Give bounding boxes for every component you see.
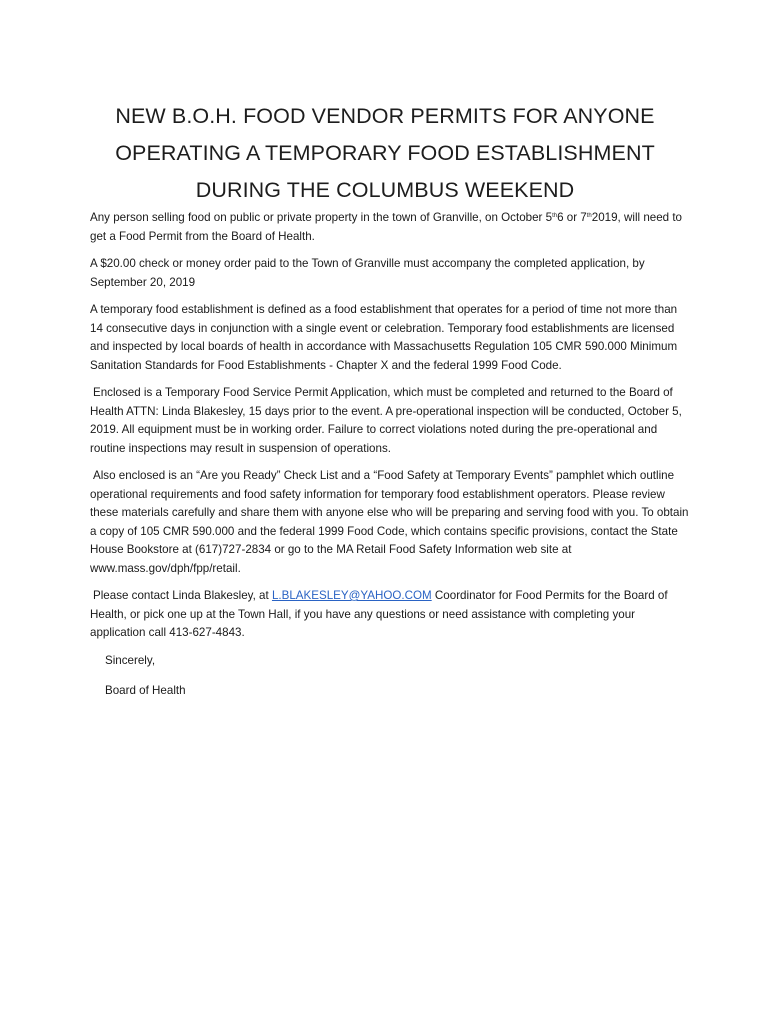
paragraph-1-text-c: 2019, will need to get a Food Permit from the Board of Health. xyxy=(90,211,683,243)
title-line-2: OPERATING A TEMPORARY FOOD ESTABLISHMENT xyxy=(115,141,655,165)
signature: Board of Health xyxy=(105,684,186,697)
ordinal-suffix: th xyxy=(552,213,558,219)
email-link[interactable]: L.BLAKESLEY@YAHOO.COM xyxy=(271,589,432,602)
paragraph-enclosures: Also enclosed is an “Are you Ready” Check List and a “Food Safety at Temporary Events” pamphlet which outline operational requirements and food safety information for temporary food establishment operators. Please review these materials carefully and share them with anyone else who will be preparing and serving food with you. To obtain a copy of 105 CMR 590.000 and the federal 1999 Food Code, which contains specific provisions, contact the State House Bookstore at (617)727-2834 or go to the MA Retail Food Safety Information web site at www.mass.gov/dph/fpp/retail. xyxy=(90,469,689,575)
title-line-1: NEW B.O.H. FOOD VENDOR PERMITS FOR ANYONE xyxy=(115,104,655,128)
salutation: Sincerely, xyxy=(105,653,156,667)
ordinal-suffix: th xyxy=(586,213,592,219)
paragraph-contact xyxy=(90,587,690,643)
contact-text-before: Please contact Linda Blakesley, at xyxy=(93,589,272,602)
paragraph-definition: A temporary food establishment is defined as a food establishment that operates for a period of time not more than 14 consecutive days in conjunction with a single event or celebration. Temporary food establishments are licensed and inspected by local boards of health in accordance with Massachusetts Regulation 105 CMR 590.000 Minimum Sanitation Standards for Food Establishments - Chapter X and the federal 1999 Food Code. xyxy=(90,303,678,372)
paragraph-application: Enclosed is a Temporary Food Service Permit Application, which must be completed and returned to the Board of Health ATTN: Linda Blakesley, 15 days prior to the event. A pre-operational inspection will be conducted, October 5, 2019. All equipment must be in working order. Failure to correct violations noted during the pre-operational and routine inspections may result in suspension of operations. xyxy=(90,386,682,455)
paragraph-1-text-a: Any person selling food on public or private property in the town of Granville, on October 5 xyxy=(90,211,553,224)
paragraph-permit-requirement xyxy=(90,207,690,246)
paragraph-fee: A $20.00 check or money order paid to the Town of Granville must accompany the completed application, by September 20, 2019 xyxy=(90,257,645,289)
document-body xyxy=(90,207,690,709)
contact-text-after: Coordinator for Food Permits for the Board of Health, or pick one up at the Town Hall, if you have any questions or need assistance with completing your application call 413-627-4843. xyxy=(90,589,668,639)
document-title xyxy=(60,98,710,209)
paragraph-1-text-b: 6 or 7 xyxy=(557,211,587,224)
title-line-3: DURING THE COLUMBUS WEEKEND xyxy=(195,178,575,202)
closing-block xyxy=(105,652,690,701)
